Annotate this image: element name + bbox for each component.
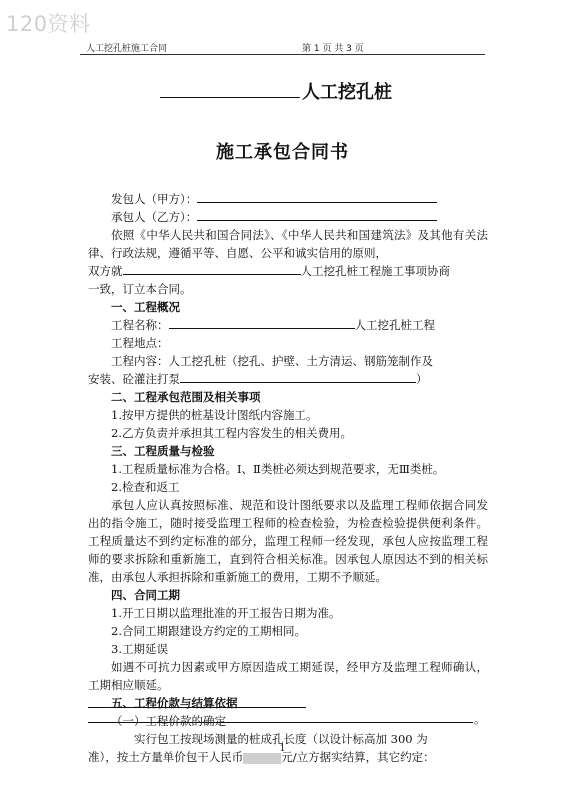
preamble-line2: 双方就 人工挖孔桩工程施工事项协商 <box>88 264 450 278</box>
title-text: 人工挖孔桩 <box>302 82 392 103</box>
party-b-row: 承包人（乙方）： <box>88 208 488 226</box>
other-terms-end-mark: 。 <box>474 712 486 726</box>
project-content-line2: 安装、砼灌注打泵 ） <box>88 372 428 386</box>
preamble-line3: 一致，订立本合同。 <box>88 282 192 296</box>
section-2-heading: 二、工程承包范围及相关事项 <box>111 390 261 404</box>
section-3-paragraph: 承包人应认真按照标准、规范和设计图纸要求以及监理工程师依据合同发出的指令施工，随时接受监理工程师的检查检验，为检查检验提供便利条件。工程质量达不到约定标准的部分，监理工程师一经发现，承包人应按监理工程师的要求拆除和重新施工，直到符合相关标准。因承包人原因达不到的相关标准，由承包人承担拆除和重新施工的费用，工期不予顺延。 <box>88 498 488 584</box>
section-4-heading: 四、合同工期 <box>111 588 180 602</box>
section-3-item-1: 1.工程质量标准为合格。Ⅰ、Ⅱ类桩必须达到规范要求，无Ⅲ类桩。 <box>111 462 445 476</box>
other-terms-blank-2[interactable] <box>88 722 473 723</box>
project-blank[interactable] <box>123 262 301 275</box>
section-5-para-line1: 实行包工按现场测量的桩成孔长度（以设计标高加 300 为 <box>134 732 428 746</box>
section-5-para-line2: 准），按土方量单价包干人民币 元/立方据实结算，其它约定： <box>88 750 435 764</box>
section-4-item-3: 3.工期延误 <box>111 642 168 656</box>
party-b-blank[interactable] <box>197 208 437 221</box>
preamble-paragraph: 依照《中华人民共和国合同法》、《中华人民共和国建筑法》及其他有关法律、行政法规，遵循平等、自愿、公平和诚实信用的原则， <box>88 228 488 260</box>
project-name-row: 工程名称： 人工挖孔桩工程 <box>111 318 435 332</box>
section-4-item-2: 2.合同工期跟建设方约定的工期相同。 <box>111 624 306 638</box>
section-2-item-1: 1.按甲方提供的桩基设计图纸内容施工。 <box>111 408 318 422</box>
document-title-line1 <box>160 78 392 104</box>
document-title-line2: 施工承包合同书 <box>216 142 349 163</box>
section-1-heading: 一、工程概况 <box>111 300 180 314</box>
contract-body <box>88 190 488 766</box>
page-number: 1 <box>279 744 286 754</box>
section-3-heading: 三、工程质量与检验 <box>111 444 215 458</box>
section-2-item-2: 2.乙方负责并承担其工程内容发生的相关费用。 <box>111 426 352 440</box>
party-a-blank[interactable] <box>197 190 437 203</box>
unit-price-blank[interactable] <box>243 753 281 764</box>
section-4-item-1: 1.开工日期以监理批准的开工报告日期为准。 <box>111 606 341 620</box>
section-5-sub-1: （一）工程价款的确定 <box>111 714 226 728</box>
title-blank-line[interactable] <box>160 83 300 98</box>
other-terms-blank-1[interactable] <box>88 707 306 708</box>
header-page-indicator: 第 1 页 共 3 页 <box>302 44 364 54</box>
section-3-item-2: 2.检查和返工 <box>111 480 180 494</box>
project-content-line1: 工程内容：人工挖孔桩（挖孔、护壁、土方清运、钢筋笼制作及 <box>111 354 433 368</box>
content-blank[interactable] <box>180 370 416 383</box>
project-location-row: 工程地点： <box>111 336 169 350</box>
watermark-text: 120资料 <box>6 12 91 36</box>
section-4-paragraph: 如遇不可抗力因素或甲方原因造成工期延误，经甲方及监理工程师确认，工期相应顺延。 <box>88 660 488 692</box>
party-a-row: 发包人（甲方）： <box>88 190 488 208</box>
section-5-heading: 五、工程价款与结算依据 <box>111 696 238 710</box>
page-header <box>80 40 485 55</box>
project-name-blank[interactable] <box>169 316 355 329</box>
header-doc-title: 人工挖孔桩施工合同 <box>86 44 168 54</box>
